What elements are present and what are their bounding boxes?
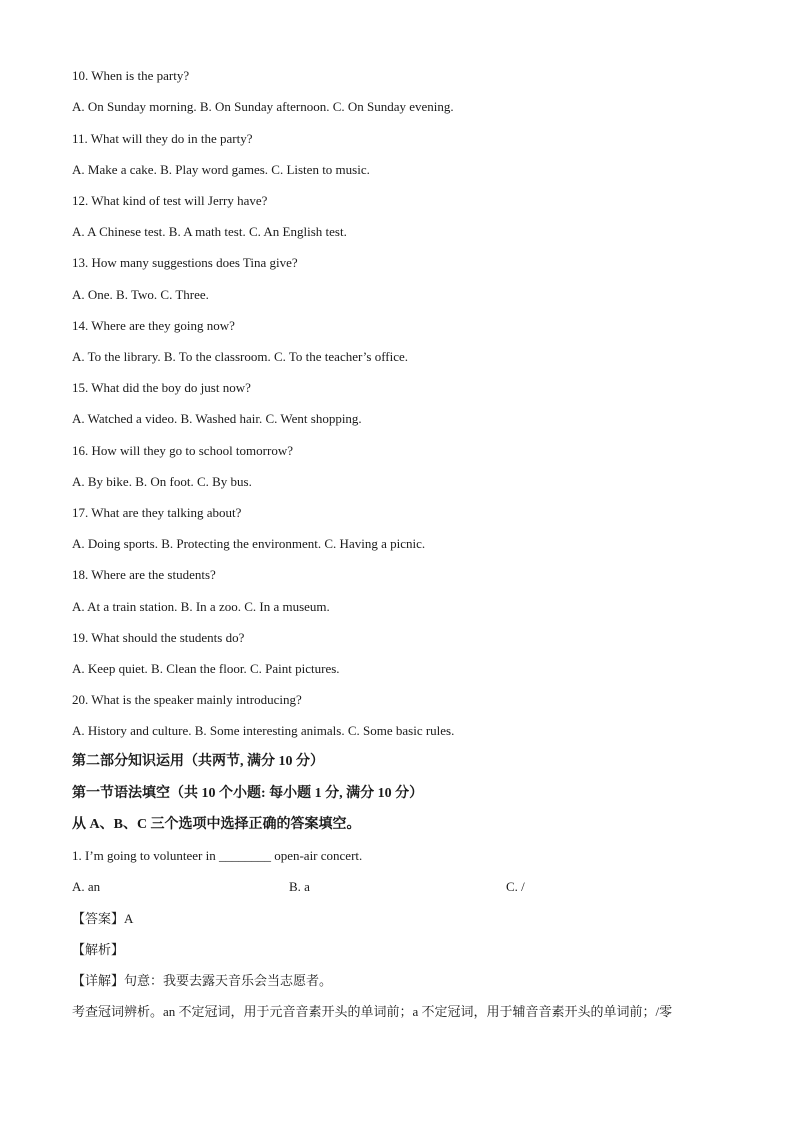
question-13-options: A. One. B. Two. C. Three. <box>72 287 209 302</box>
question-15: 15. What did the boy do just now? <box>72 380 251 395</box>
question-19: 19. What should the students do? <box>72 630 245 645</box>
analysis-label: 【解析】 <box>72 942 125 957</box>
question-14-options: A. To the library. B. To the classroom. C. To the teacher’s office. <box>72 349 409 364</box>
question-13: 13. How many suggestions does Tina give? <box>72 255 298 270</box>
subsection-title: 第一节语法填空（共 10 个小题: 每小题 1 分, 满分 10 分） <box>72 786 424 801</box>
question-18: 18. Where are the students? <box>72 567 216 582</box>
question-18-options: A. At a train station. B. In a zoo. C. In a museum. <box>72 599 330 614</box>
question-10-options: A. On Sunday morning. B. On Sunday afternoon. C. On Sunday evening. <box>72 99 454 114</box>
question-16-options: A. By bike. B. On foot. C. By bus. <box>72 474 252 489</box>
question-11-options: A. Make a cake. B. Play word games. C. Listen to music. <box>72 162 370 177</box>
grammar-question-1: 1. I’m going to volunteer in ________ open-air concert. <box>72 848 363 863</box>
question-16: 16. How will they go to school tomorrow? <box>72 443 293 458</box>
question-10: 10. When is the party? <box>72 68 190 83</box>
instruction: 从 A、B、C 三个选项中选择正确的答案填空。 <box>72 817 361 832</box>
section-title: 第二部分知识运用（共两节, 满分 10 分） <box>72 754 324 769</box>
question-15-options: A. Watched a video. B. Washed hair. C. Went shopping. <box>72 411 362 426</box>
answer: 【答案】A <box>72 911 134 926</box>
question-17-options: A. Doing sports. B. Protecting the environment. C. Having a picnic. <box>72 536 426 551</box>
option-c: C. / <box>506 879 525 894</box>
question-19-options: A. Keep quiet. B. Clean the floor. C. Paint pictures. <box>72 661 340 676</box>
detail: 【详解】句意：我要去露天音乐会当志愿者。 <box>72 973 333 988</box>
question-20-options: A. History and culture. B. Some interesting animals. C. Some basic rules. <box>72 723 455 738</box>
explanation: 考查冠词辨析。an 不定冠词，用于元音音素开头的单词前；a 不定冠词，用于辅音音素开头的单词前；/零 <box>72 1004 673 1019</box>
question-20: 20. What is the speaker mainly introducing? <box>72 692 302 707</box>
question-17: 17. What are they talking about? <box>72 505 242 520</box>
option-a: A. an <box>72 879 101 894</box>
option-b: B. a <box>289 879 310 894</box>
question-14: 14. Where are they going now? <box>72 318 235 333</box>
question-11: 11. What will they do in the party? <box>72 131 253 146</box>
question-12-options: A. A Chinese test. B. A math test. C. An English test. <box>72 224 347 239</box>
question-12: 12. What kind of test will Jerry have? <box>72 193 268 208</box>
